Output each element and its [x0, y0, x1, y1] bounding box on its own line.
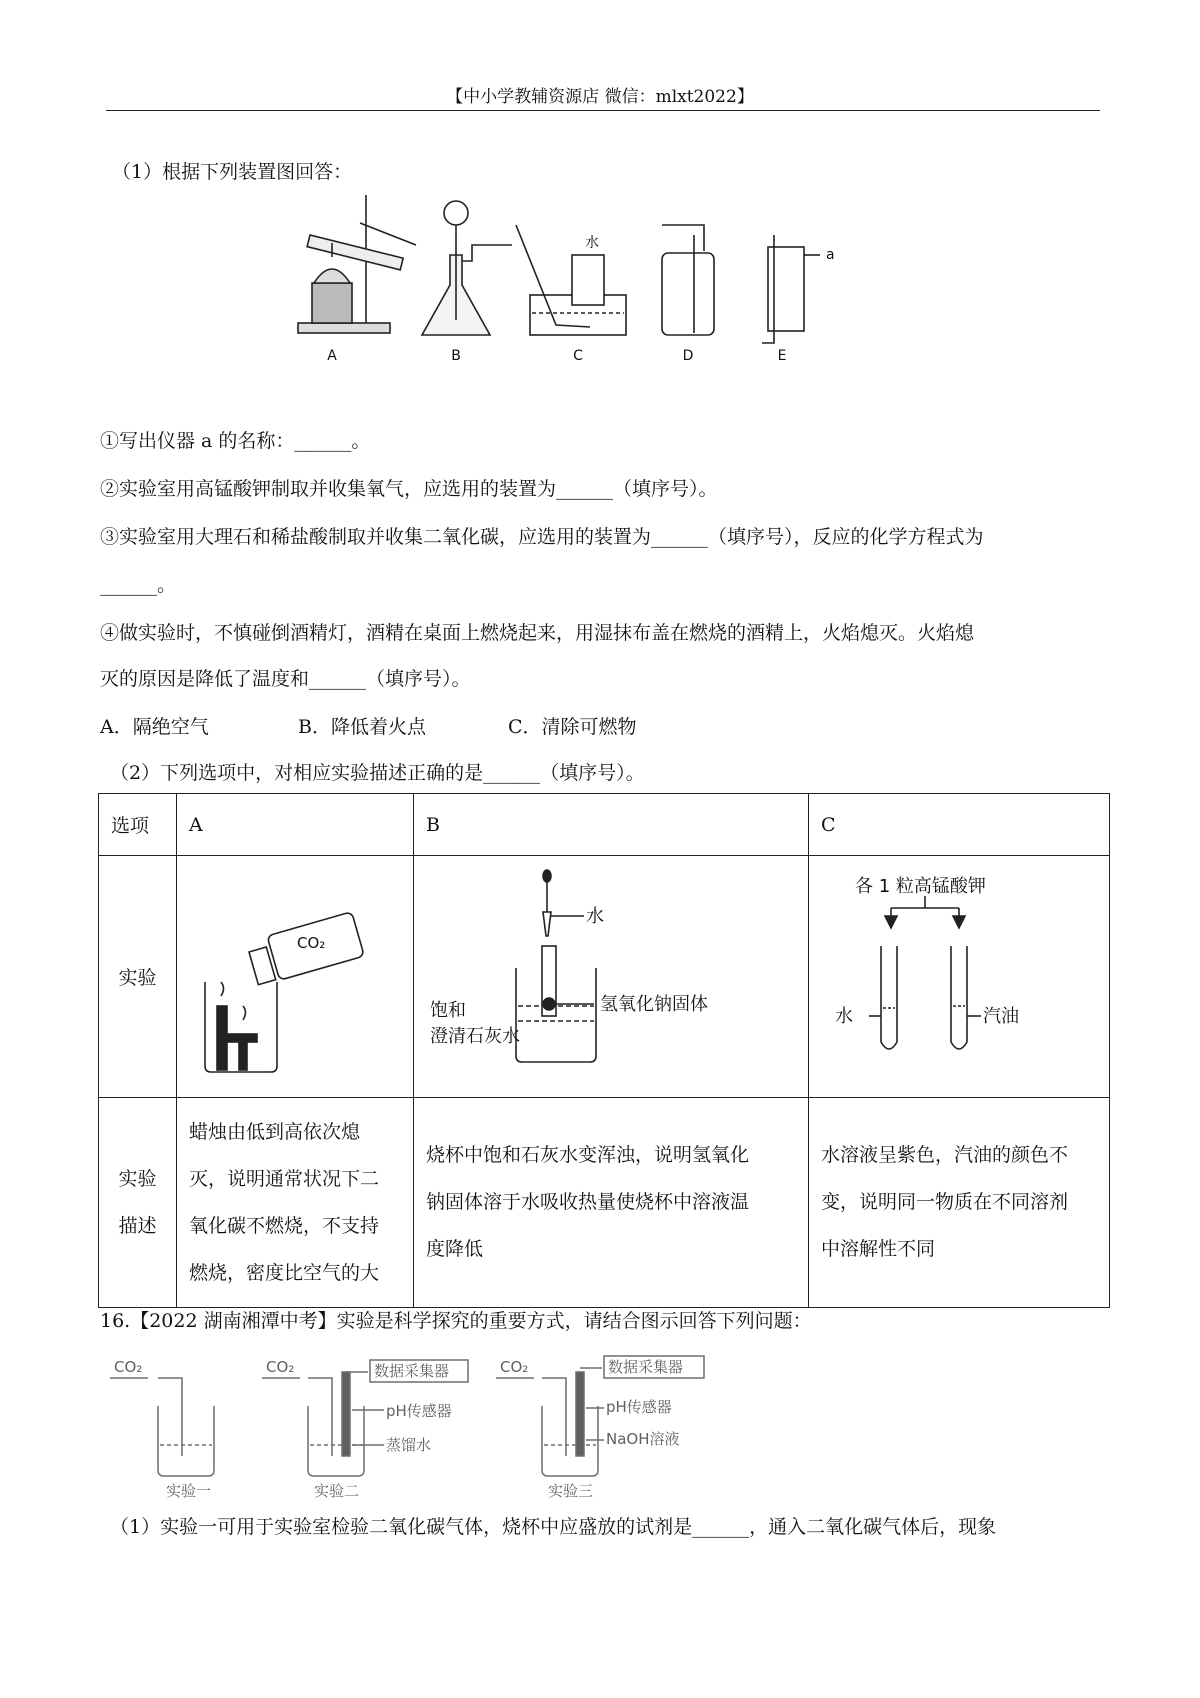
row-label-experiment: 实验 [99, 856, 177, 1098]
fig-b-water: 水 [586, 906, 604, 927]
desc-cell-c [809, 1098, 1110, 1308]
table-row-description [99, 1098, 1110, 1308]
figure-cell-b [414, 856, 809, 1098]
q16-line-1: （1）实验一可用于实验室检验二氧化碳气体，烧杯中应盛放的试剂是______，通入二氧化碳气体后，现象 [110, 1516, 997, 1538]
header-cell: 选项 [99, 794, 177, 856]
desc-b-line: 烧杯中饱和石灰水变浑浊，说明氢氧化 [426, 1144, 750, 1166]
fig-b-solid: 氢氧化钠固体 [600, 994, 708, 1015]
desc-c-line: 变，说明同一物质在不同溶剂 [821, 1191, 1069, 1213]
label-E: E [777, 348, 787, 364]
q2-intro: （2）下列选项中，对相应实验描述正确的是______（填序号）。 [110, 762, 645, 784]
label-C: C [573, 348, 583, 364]
fig-c-gasoline: 汽油 [983, 1006, 1019, 1027]
q16-collector-1: 数据采集器 [374, 1362, 450, 1380]
q2-table [98, 793, 1110, 1308]
header-cell: B [414, 794, 809, 856]
desc-cell-b [414, 1098, 809, 1308]
header-cell: C [809, 794, 1110, 856]
figure-a-candles-co2 [177, 856, 413, 1092]
desc-b-line: 钠固体溶于水吸收热量使烧杯中溶液温 [426, 1191, 750, 1213]
desc-a-line: 燃烧，密度比空气的大 [189, 1261, 380, 1284]
option-B: B．降低着火点 [298, 716, 426, 738]
row-label-desc-2: 描述 [118, 1214, 157, 1237]
q1-line-4: ______。 [100, 574, 177, 596]
q1-line-1: ①写出仪器 a 的名称：______。 [100, 430, 371, 452]
fig-b-lime-2: 澄清石灰水 [430, 1026, 520, 1047]
q1-intro: （1）根据下列装置图回答： [112, 161, 353, 183]
figure-cell-a [177, 856, 414, 1098]
q1-line-5: ④做实验时，不慎碰倒酒精灯，酒精在桌面上燃烧起来，用湿抹布盖在燃烧的酒精上，火焰熄灭。火焰熄 [100, 622, 975, 644]
q1-line-3: ③实验室用大理石和稀盐酸制取并收集二氧化碳，应选用的装置为______（填序号），反应的化学方程式为 [100, 526, 984, 548]
q16-naoh: NaOH溶液 [606, 1430, 680, 1448]
row-label-description [99, 1098, 177, 1308]
fig-c-water: 水 [835, 1006, 853, 1027]
q16-figure [108, 1350, 788, 1500]
header-cell: A [177, 794, 414, 856]
label-A: A [327, 348, 337, 364]
q16-exp2: 实验二 [314, 1482, 360, 1500]
header-rule [106, 110, 1100, 111]
apparatus-figure [290, 195, 920, 395]
desc-b-line: 度降低 [426, 1238, 484, 1260]
desc-a-line: 灭，说明通常状况下二 [189, 1167, 380, 1190]
q16-co2-3: CO₂ [500, 1358, 529, 1376]
desc-a-line: 蜡烛由低到高依次熄 [189, 1120, 361, 1143]
figure-c-permanganate [809, 856, 1109, 1092]
fig-b-lime-1: 饱和 [430, 1000, 466, 1021]
q16-exp1: 实验一 [166, 1482, 212, 1500]
q16-exp3: 实验三 [548, 1482, 594, 1500]
fig-c-top: 各 1 粒高锰酸钾 [855, 876, 986, 897]
q16-collector-2: 数据采集器 [608, 1358, 684, 1376]
desc-cell-a [177, 1098, 414, 1308]
q1-line-2: ②实验室用高锰酸钾制取并收集氧气，应选用的装置为______（填序号）。 [100, 478, 718, 500]
label-a: a [826, 247, 835, 263]
label-water: 水 [585, 235, 599, 251]
q16-distilled: 蒸馏水 [386, 1436, 432, 1454]
desc-a-line: 氧化碳不燃烧，不支持 [189, 1214, 380, 1237]
desc-c-line: 中溶解性不同 [821, 1238, 936, 1260]
label-D: D [682, 348, 694, 364]
q16-co2-2: CO₂ [266, 1358, 295, 1376]
table-row-experiment [99, 856, 1110, 1098]
figure-cell-c [809, 856, 1110, 1098]
q16-ph-2: pH传感器 [606, 1398, 672, 1416]
table-header-row [99, 794, 1110, 856]
q16-ph-1: pH传感器 [386, 1402, 452, 1420]
desc-c-line: 水溶液呈紫色，汽油的颜色不 [821, 1144, 1069, 1166]
label-B: B [451, 348, 461, 364]
q1-line-6: 灭的原因是降低了温度和______（填序号）。 [100, 668, 471, 690]
option-A: A．隔绝空气 [100, 716, 209, 738]
option-C: C．清除可燃物 [508, 716, 637, 738]
figure-b-naoh-lime-water [414, 856, 808, 1092]
q16-co2-1: CO₂ [114, 1358, 143, 1376]
row-label-desc-1: 实验 [118, 1167, 157, 1190]
fig-a-co2: CO₂ [297, 934, 326, 952]
page-header: 【中小学教辅资源店 微信：mlxt2022】 [446, 87, 754, 107]
q16-title: 16.【2022 湖南湘潭中考】实验是科学探究的重要方式，请结合图示回答下列问题： [100, 1310, 812, 1332]
